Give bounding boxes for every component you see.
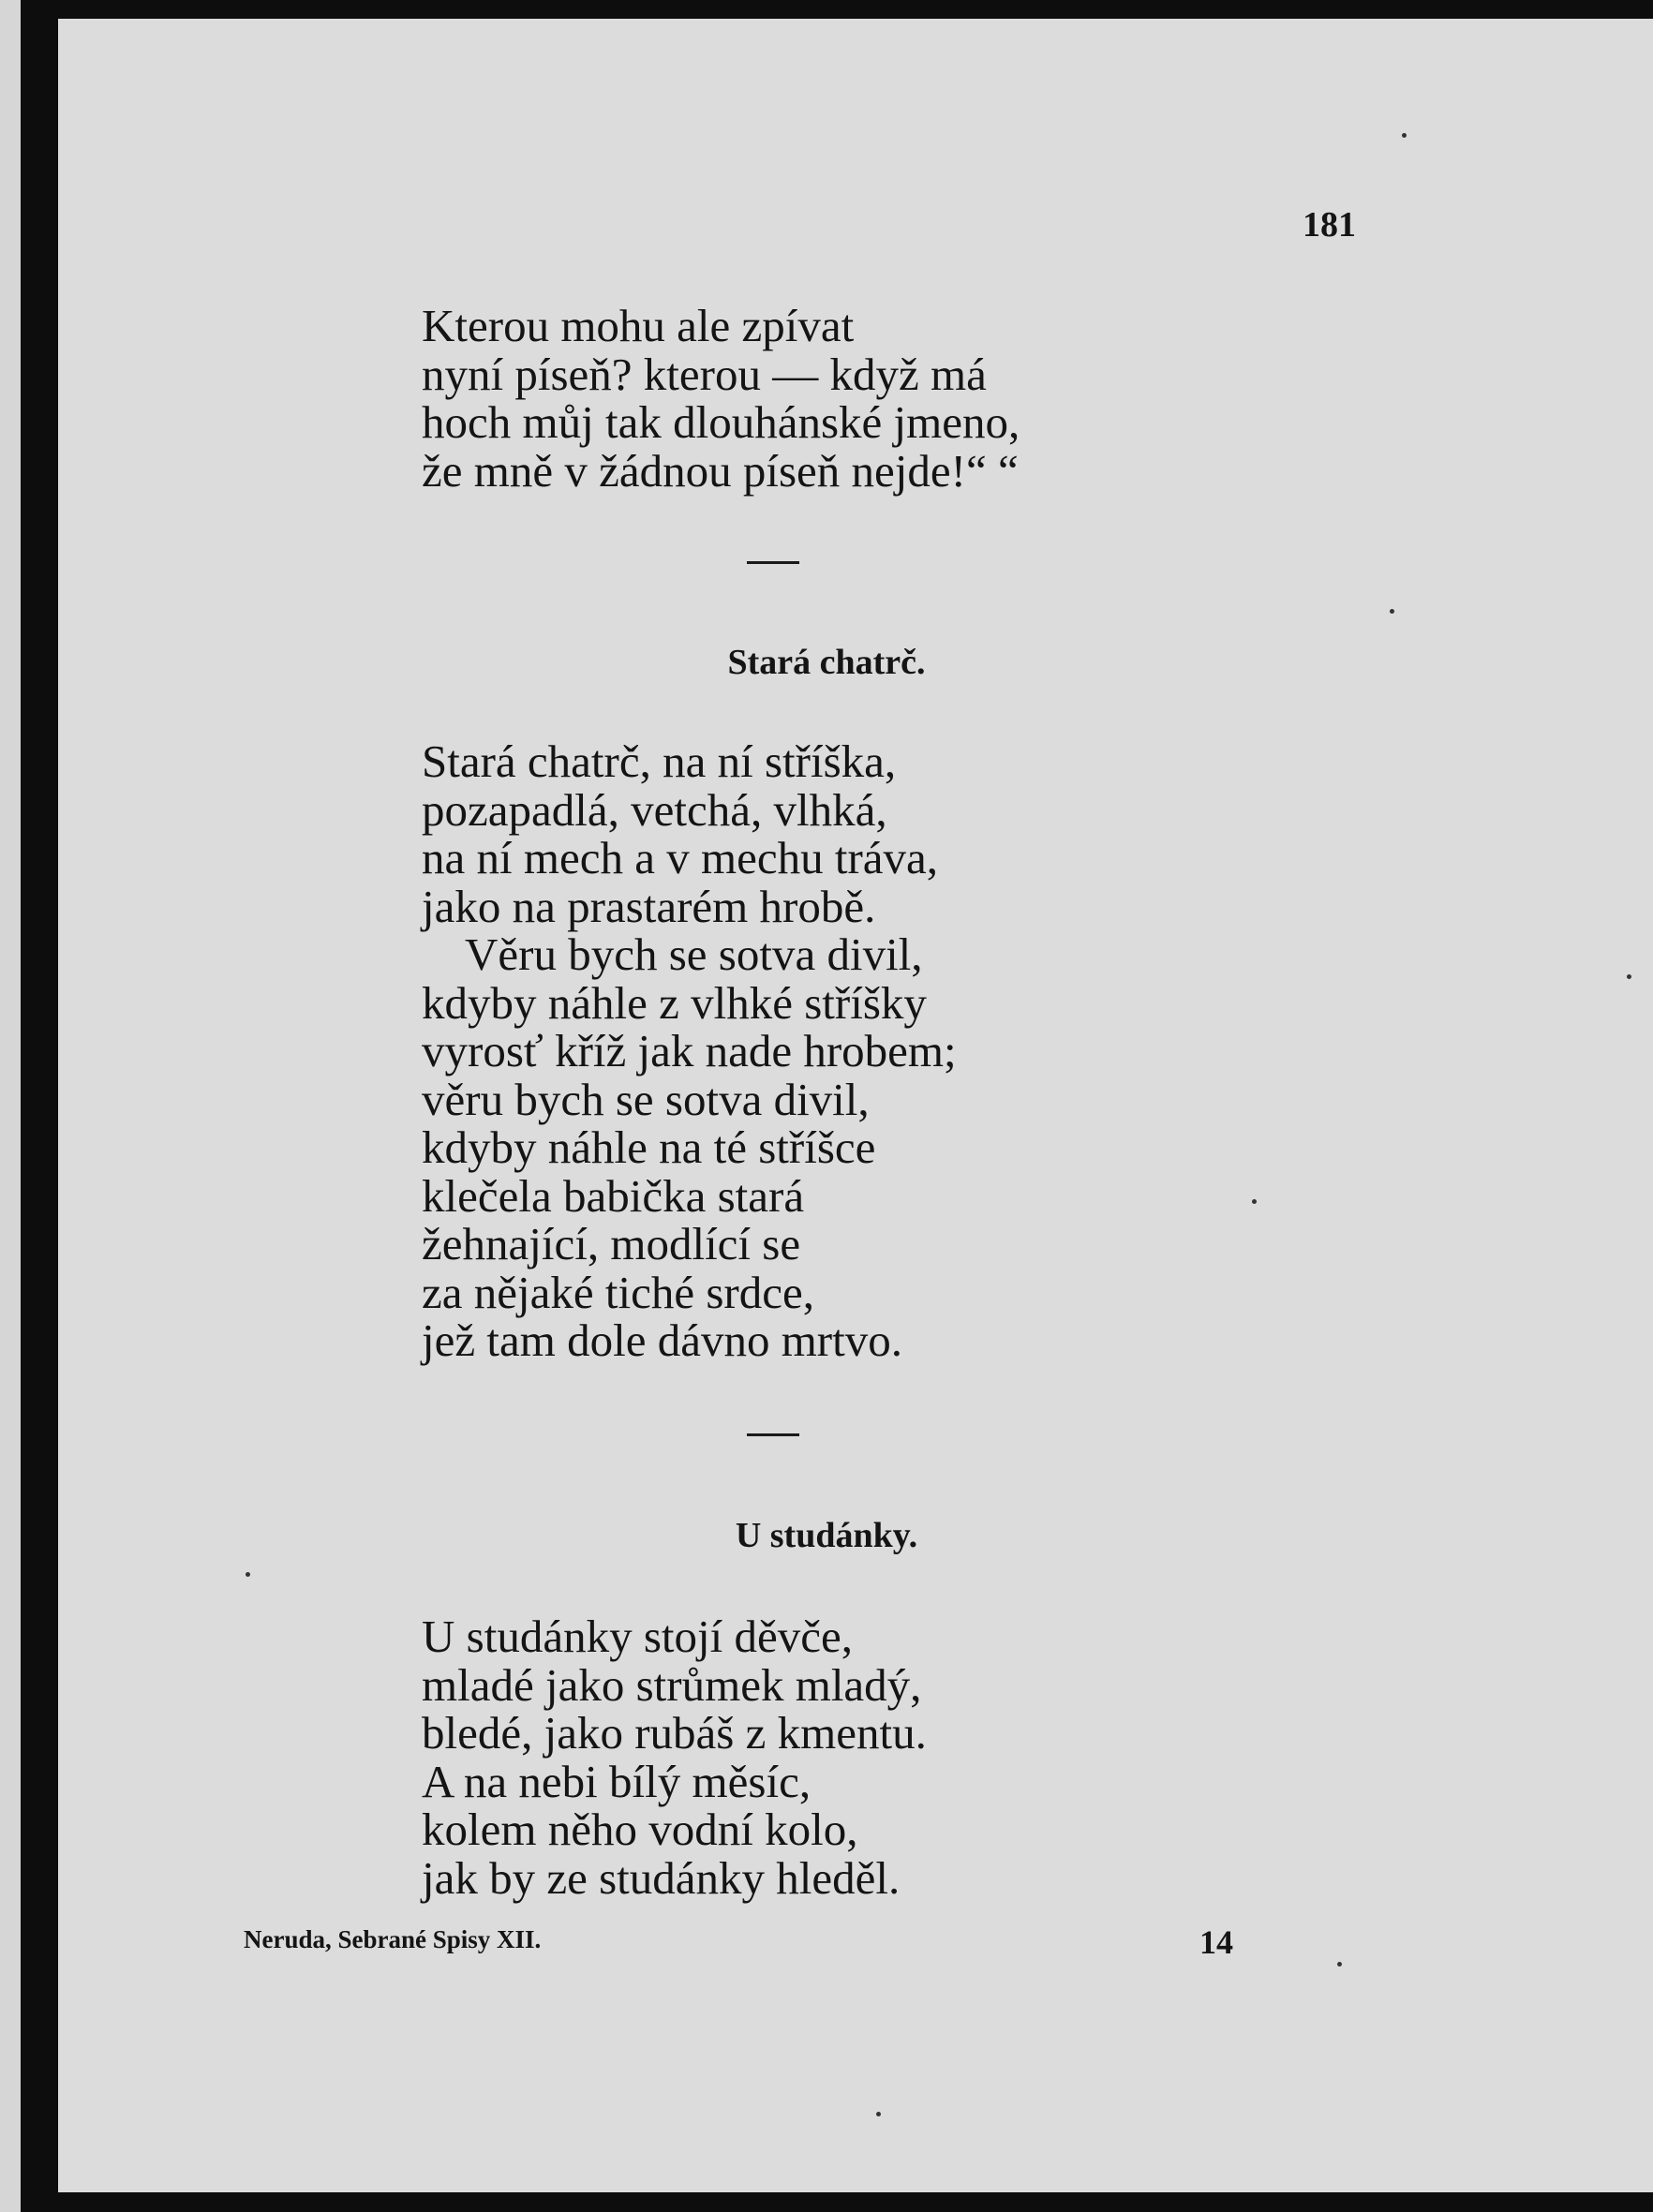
poem-1-body xyxy=(422,737,957,1365)
verse-line: věru bych se sotva divil, xyxy=(422,1073,870,1125)
verse-line: klečela babička stará xyxy=(422,1169,805,1222)
verse-line: Kterou mohu ale zpívat xyxy=(422,300,855,351)
verse-line: kdyby náhle na té stříšce xyxy=(422,1121,876,1173)
verse-line: jako na prastarém hrobě. xyxy=(422,880,876,932)
verse-line: Stará chatrč, na ní stříška, xyxy=(422,735,897,787)
section-divider xyxy=(747,1433,799,1436)
verse-line: jež tam dole dávno mrtvo. xyxy=(422,1314,902,1366)
verse-line: nyní píseň? kterou — když má xyxy=(422,348,987,400)
verse-line: vyrosť kříž jak nade hrobem; xyxy=(422,1025,957,1076)
verse-line: U studánky stojí děvče, xyxy=(422,1611,853,1662)
page-number: 181 xyxy=(1303,205,1356,245)
verse-line: kolem něho vodní kolo, xyxy=(422,1804,858,1855)
intro-stanza xyxy=(422,302,1020,495)
poem-2-body xyxy=(422,1612,927,1902)
verse-line: hoch můj tak dlouhánské jmeno, xyxy=(422,396,1020,448)
verse-line: pozapadlá, vetchá, vlhká, xyxy=(422,783,887,836)
scan-speck xyxy=(1337,1962,1342,1967)
verse-line: za nějaké tiché srdce, xyxy=(422,1266,814,1318)
scan-speck xyxy=(1627,974,1631,979)
scan-speck xyxy=(1252,1199,1257,1204)
poem-title: Stará chatrč. xyxy=(727,643,926,682)
verse-line: že mně v žádnou píseň nejde!“ “ xyxy=(422,444,1019,497)
poem-title: U studánky. xyxy=(735,1516,918,1555)
verse-line: na ní mech a v mechu tráva, xyxy=(422,832,939,883)
scan-speck xyxy=(876,2112,881,2116)
scan-speck xyxy=(246,1572,250,1577)
verse-line: kdyby náhle z vlhké stříšky xyxy=(422,976,927,1029)
adjacent-page-edge xyxy=(0,0,21,2212)
signature-number: 14 xyxy=(1199,1923,1233,1961)
verse-line: žehnající, modlící se xyxy=(422,1218,801,1269)
verse-line: jak by ze studánky hleděl. xyxy=(422,1851,901,1904)
verse-line: mladé jako strůmek mladý, xyxy=(422,1658,922,1711)
verse-line: Věru bych se sotva divil, xyxy=(465,928,923,980)
footer-signature: Neruda, Sebrané Spisy XII. xyxy=(244,1925,542,1953)
verse-line: A na nebi bílý měsíc, xyxy=(422,1755,812,1807)
section-divider xyxy=(747,561,799,564)
scan-speck xyxy=(1390,609,1394,614)
verse-line: bledé, jako rubáš z kmentu. xyxy=(422,1707,927,1759)
scan-speck xyxy=(1402,133,1407,138)
